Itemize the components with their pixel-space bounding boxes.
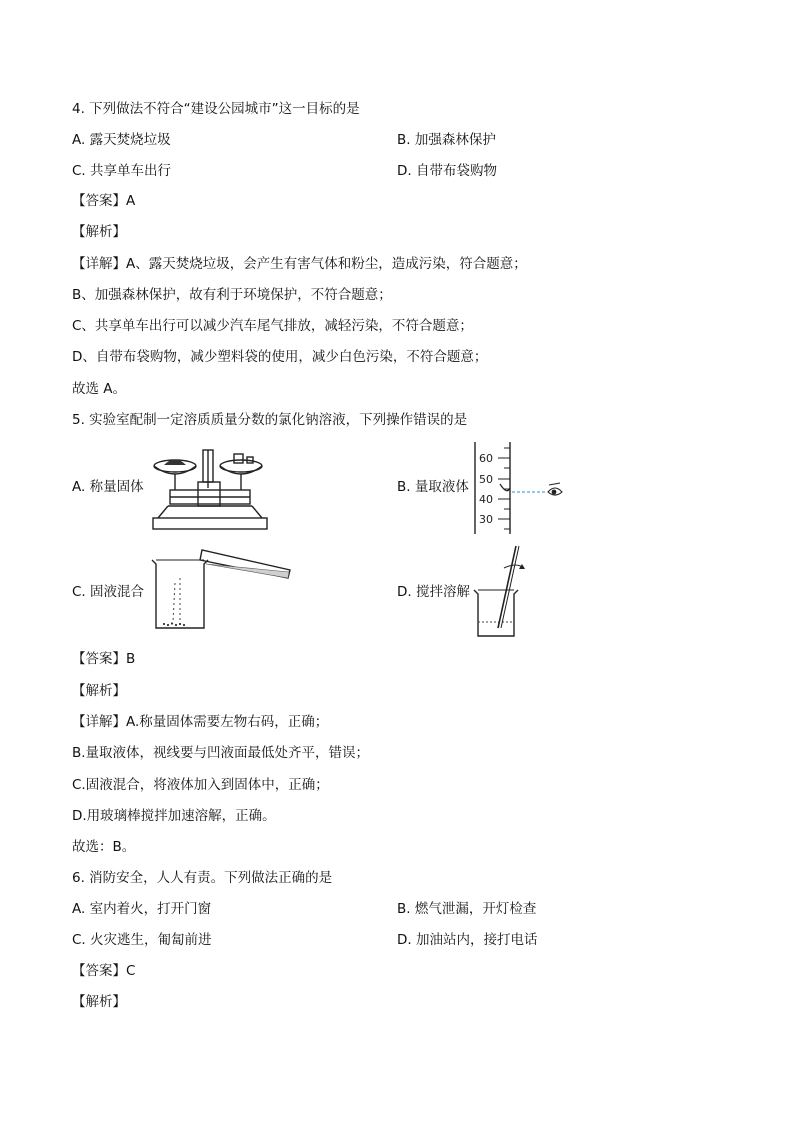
q5-detail-2: B.量取液体，视线要与凹液面最低处齐平，错误；: [72, 745, 370, 761]
q4-detail-3: C、共享单车出行可以减少汽车尾气排放，减轻污染，不符合题意；: [72, 318, 473, 334]
q5-stem: 5. 实验室配制一定溶质质量分数的氯化钠溶液，下列操作错误的是: [72, 412, 468, 428]
q5-detail-4: D.用玻璃棒搅拌加速溶解，正确。: [72, 808, 276, 824]
q6-stem: 6. 消防安全，人人有责。下列做法正确的是: [72, 870, 333, 886]
q6-option-c: C. 火灾逃生，匍匐前进: [72, 932, 212, 948]
q4-option-c: C. 共享单车出行: [72, 163, 172, 179]
q4-stem: 4. 下列做法不符合“建设公园城市”这一目标的是: [72, 101, 360, 117]
q4-option-b: B. 加强森林保护: [397, 132, 496, 148]
q6-analysis-label: 【解析】: [72, 994, 126, 1010]
q4-analysis-label: 【解析】: [72, 224, 126, 240]
pouring-figure: [150, 548, 292, 634]
q5-conclusion: 故选：B。: [72, 839, 136, 855]
q6-option-a: A. 室内着火，打开门窗: [72, 901, 212, 917]
q5-detail-1: 【详解】A.称量固体需要左物右码，正确；: [72, 714, 329, 730]
q6-option-b: B. 燃气泄漏，开灯检查: [397, 901, 537, 917]
eye-icon: [548, 483, 562, 495]
q4-detail-2: B、加强森林保护，故有利于环境保护，不符合题意；: [72, 287, 392, 303]
q5-answer: 【答案】B: [72, 651, 136, 667]
q5-option-d: D. 搅拌溶解: [397, 584, 470, 600]
q5-option-b: B. 量取液体: [397, 479, 469, 495]
cylinder-scale-50: 50: [479, 473, 493, 486]
q4-detail-1: 【详解】A、露天焚烧垃圾，会产生有害气体和粉尘，造成污染，符合题意；: [72, 256, 527, 272]
q4-detail-4: D、自带布袋购物，减少塑料袋的使用，减少白色污染，不符合题意；: [72, 349, 488, 365]
q6-answer: 【答案】C: [72, 963, 136, 979]
q5-option-a: A. 称量固体: [72, 479, 144, 495]
cylinder-scale-30: 30: [479, 513, 493, 526]
balance-figure: [148, 444, 274, 532]
q4-answer: 【答案】A: [72, 193, 136, 209]
q4-conclusion: 故选 A。: [72, 381, 127, 397]
q4-option-d: D. 自带布袋购物: [397, 163, 497, 179]
q5-detail-3: C.固液混合，将液体加入到固体中，正确；: [72, 777, 329, 793]
q5-option-c: C. 固液混合: [72, 584, 145, 600]
cylinder-figure: [472, 440, 577, 536]
stirring-figure: [470, 540, 530, 640]
cylinder-scale-60: 60: [479, 452, 493, 465]
q5-analysis-label: 【解析】: [72, 683, 126, 699]
cylinder-scale-40: 40: [479, 493, 493, 506]
q4-option-a: A. 露天焚烧垃圾: [72, 132, 171, 148]
q6-option-d: D. 加油站内，接打电话: [397, 932, 538, 948]
